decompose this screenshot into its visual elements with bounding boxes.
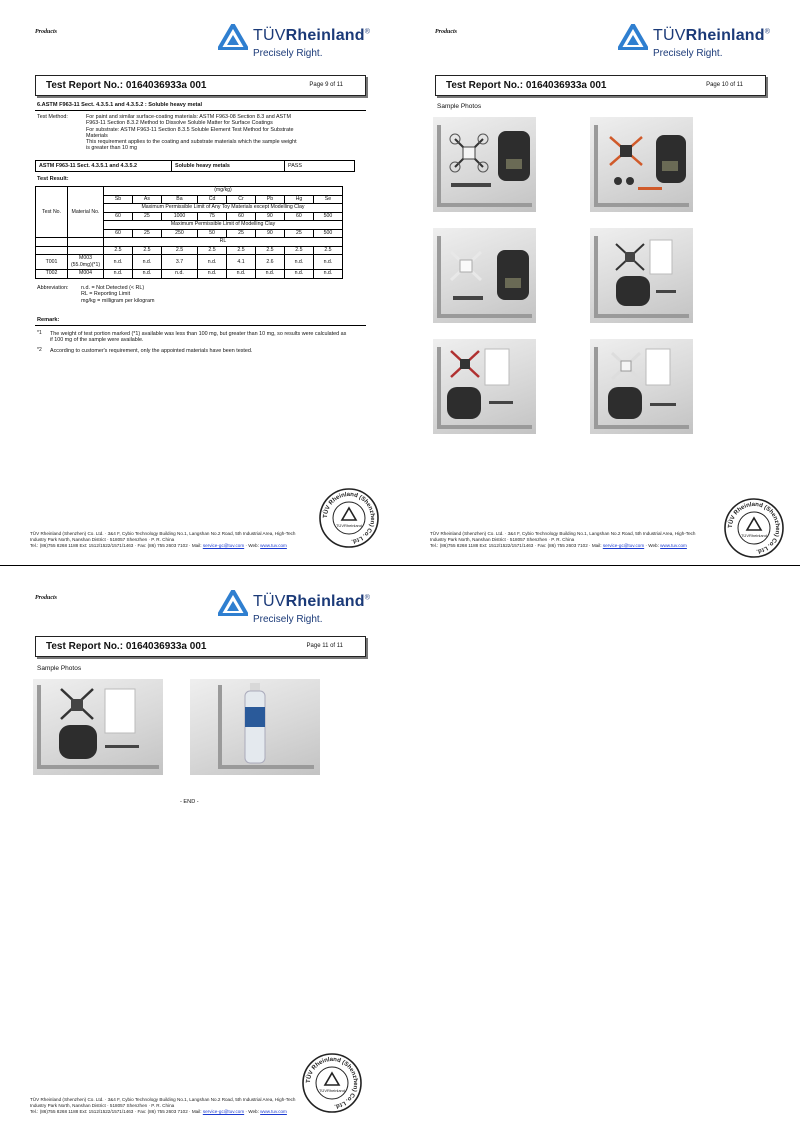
element-header-row: Sb As Ba Cd Cr Pb Hg Se	[36, 195, 343, 204]
brand-tagline: Precisely Right.	[653, 48, 723, 59]
table-row: T002 M004 n.d. n.d. n.d. n.d. n.d. n.d. n.d. n.d.	[36, 270, 343, 279]
report-title-box	[435, 75, 766, 96]
tuv-triangle-icon	[618, 24, 648, 50]
sample-photo-5	[433, 339, 536, 434]
report-title: Test Report No.: 0164036933a 001	[46, 80, 207, 91]
page-footer: TÜV Rheinland (Shenzhen) Co. Ltd. · 3&4 F, Cybio Technology Building No.1, Langshan No.2 Road, 5th Industrial Area, High-Tech Industry Park North, Nanshan District · 518057 Shenzhen · P. R. China Tel.: (86)755 8268 1188 Ext: 1512/1522/1571/1463 · Fax: (86) 755 2603 7102 · Mail: service-gc@tuv.com · Web: www.tuv.com	[30, 1097, 296, 1115]
sample-photos-label: Sample Photos	[437, 103, 482, 110]
brand-tagline: Precisely Right.	[253, 614, 323, 625]
tuv-logo	[618, 22, 771, 64]
limit2-row: 60 25 250 50 25 90 25 500	[36, 229, 343, 238]
report-title-box	[35, 75, 366, 96]
products-label: Products	[435, 29, 458, 35]
svg-text:TÜVRheinland: TÜVRheinland	[318, 1088, 346, 1093]
section-title: 6.ASTM F963-11 Sect. 4.3.5.1 and 4.3.5.2 : Soluble heavy metal	[37, 102, 203, 108]
sample-photo-4	[590, 228, 693, 323]
svg-text:TÜV Rheinland (Shenzhen) Co. L: TÜV Rheinland (Shenzhen) Co. Ltd.	[322, 491, 376, 544]
web-link[interactable]: www.tuv.com	[260, 1109, 287, 1115]
web-link[interactable]: www.tuv.com	[660, 543, 687, 549]
limit1-row: 60 25 1000 75 60 90 60 500	[36, 212, 343, 221]
sample-photo-1	[433, 117, 536, 212]
brand-tagline: Precisely Right.	[253, 48, 323, 59]
material-header: Material No.	[68, 187, 104, 238]
page-number: Page 11 of 11	[306, 643, 343, 649]
mail-link[interactable]: service-gc@tuv.com	[202, 1109, 245, 1115]
table-row: T001 M003 (55.0mg)(*1) n.d. n.d. 3.7 n.d. 4.1 2.6 n.d. n.d.	[36, 255, 343, 270]
section-rule	[35, 110, 366, 111]
page-footer: TÜV Rheinland (Shenzhen) Co. Ltd. · 3&4 F, Cybio Technology Building No.1, Langshan No.2 Road, 5th Industrial Area, High-Tech Industry Park North, Nanshan District · 518057 Shenzhen · P. R. China Tel.: (86)755 8268 1188 Ext: 1512/1522/1571/1463 · Fax: (86) 755 2603 7102 · Mail: service-gc@tuv.com · Web: www.tuv.com	[430, 531, 696, 549]
tuv-triangle-icon	[218, 590, 248, 616]
sample-photo-2	[190, 679, 320, 775]
test-result-label: Test Result:	[37, 176, 69, 182]
page-number: Page 9 of 11	[309, 82, 343, 88]
page-footer: TÜV Rheinland (Shenzhen) Co. Ltd. · 3&4 F, Cybio Technology Building No.1, Langshan No.2 Road, 5th Industrial Area, High-Tech Industry Park North, Nanshan District · 518057 Shenzhen · P. R. China Tel.: (86)755 8268 1188 Ext: 1512/1522/1571/1463 · Fax: (86) 755 2603 7102 · Mail: service-gc@tuv.com · Web: www.tuv.com	[30, 531, 296, 549]
brand-name: TÜVRheinland®	[253, 593, 371, 610]
abbreviation-label: Abbreviation:	[37, 285, 69, 291]
rl-label: RL	[104, 238, 343, 247]
summary-standard: ASTM F963-11 Sect. 4.3.5.1 and 4.3.5.2	[39, 163, 137, 169]
test-no-header: Test No.	[36, 187, 68, 238]
heavy-metal-results-table	[35, 186, 343, 279]
page-number: Page 10 of 11	[706, 82, 743, 88]
report-page-11	[0, 566, 400, 1131]
test-method-text: For paint and similar surface-coating materials: ASTM F963-08 Section 8.3 and ASTM F963-11 Section 8.3.2 Method to Dissolve Soluble Matter for Surface Coatings For substrate: ASTM F963-11 Section 8.3.5 Soluble Element Test Method for Substrate Materials This requirement applies to the coating and substrate materials which the sample weight is greater than 10 mg	[86, 114, 297, 152]
report-title-box	[35, 636, 366, 657]
limit2-label: Maximum Permissible Limit of Modelling Clay	[104, 221, 343, 230]
svg-text:TÜVRheinland: TÜVRheinland	[740, 533, 768, 538]
test-method-label: Test Method:	[37, 114, 68, 120]
products-label: Products	[35, 29, 58, 35]
summary-result-row	[35, 160, 355, 172]
products-label: Products	[35, 595, 58, 601]
report-title: Test Report No.: 0164036933a 001	[46, 641, 207, 652]
summary-verdict: PASS	[288, 163, 302, 169]
report-page-9: Products TÜVRheinland® Precisely Right. Test Report No.: 0164036933a 001 Page 9 of 11 6.ASTM F963-11 Sect. 4.3.5.1 and 4.3.5.2 : Soluble heavy metal Test Method: For paint and similar surface-coating materials: ASTM F963-08 Section 8.3 and ASTM F963-11 Section 8.3.2 Method to Dissolve Soluble Matter for Surface Coatings For substrate: ASTM F963-11 Section 8.3.5 Soluble Element Test Method for Substrate Materials This requirement applies to the coating and substrate materials which the sample weight is greater than 10 mg ASTM F963-11 Sect. 4.3.5.1 and 4.3.5.2 Soluble heavy metals PASS Test Result: Test No. Material No. (mg/kg) Sb As Ba Cd Cr Pb Hg Se Maximum Permissible Limit of Any Toy Materials except Modelling Clay 60 25 1000 75 60 90 60 500 Maximum Permissible Limit of Modelling Clay 60 25 250 50 25 90 25 500 RL 2.5 2.5 2.5 2.5 2.5 2.5 2.5 2.5 T001 M003 (55.0mg)(*1) n.d. n.d. 3.7 n.d. 4.1 2.6 n.d. n.d. T002 M004 n.d. n.d. n.d. n.d. n.d. n.d. n.d. n.d. Abbreviation: n.d. = Not Detected (< RL) RL = Reporting Limit mg/kg = milligram per kilogram Remark: *1 The weight of test portion marked (*1) available was less than 100 mg, but greater than 10 mg, so results were calculated as if 100 mg of the sample were available. *2 According to customer's requirement, only the appointed materials have been tested. TÜV Rheinland (Shenzhen) Co. Ltd. TÜVRheinland TÜV Rheinland (Shenzhen) Co. Ltd. · 3&4 F, Cybio Technology Building No.1, Langshan No.2 Road, 5th Industrial Area, High-Tech Industry Park North, Nanshan District · 518057 Shenzhen · P. R. China Tel.: (86)755 8268 1188 Ext: 1512/1522/1571/1463 · Fax: (86) 755 2603 7102 · Mail: service-gc@tuv.com · Web: www.tuv.com	[0, 0, 400, 565]
sample-photo-1	[33, 679, 163, 775]
remark-label: Remark:	[37, 317, 60, 323]
tuv-logo	[218, 588, 371, 630]
mail-link[interactable]: service-gc@tuv.com	[202, 543, 245, 549]
brand-name: TÜVRheinland®	[653, 27, 771, 44]
web-link[interactable]: www.tuv.com	[260, 543, 287, 549]
abbreviation-list: n.d. = Not Detected (< RL) RL = Reporting Limit mg/kg = milligram per kilogram	[81, 285, 155, 304]
company-seal-stamp	[723, 497, 785, 559]
limit1-label: Maximum Permissible Limit of Any Toy Materials except Modelling Clay	[104, 204, 343, 213]
rl-row: 2.5 2.5 2.5 2.5 2.5 2.5 2.5 2.5	[36, 246, 343, 255]
report-title: Test Report No.: 0164036933a 001	[446, 80, 607, 91]
summary-item: Soluble heavy metals	[175, 163, 230, 169]
unit-header: (mg/kg)	[104, 187, 343, 196]
tuv-triangle-icon	[218, 24, 248, 50]
blank-quadrant	[400, 566, 800, 1131]
remark-rule	[35, 325, 366, 326]
svg-text:TÜV Rheinland (Shenzhen) Co. L: TÜV Rheinland (Shenzhen) Co. Ltd.	[727, 501, 781, 554]
svg-text:TÜVRheinland: TÜVRheinland	[335, 523, 363, 528]
tuv-logo	[218, 22, 371, 64]
svg-text:TÜV Rheinland (Shenzhen) Co. L: TÜV Rheinland (Shenzhen) Co. Ltd.	[305, 1056, 359, 1109]
sample-photo-6	[590, 339, 693, 434]
report-page-10	[400, 0, 800, 565]
sample-photo-2	[590, 117, 693, 212]
sample-photos-label: Sample Photos	[37, 665, 82, 672]
brand-name: TÜVRheinland®	[253, 27, 371, 44]
sample-photo-3	[433, 228, 536, 323]
end-marker: - END -	[180, 799, 199, 805]
mail-link[interactable]: service-gc@tuv.com	[602, 543, 645, 549]
